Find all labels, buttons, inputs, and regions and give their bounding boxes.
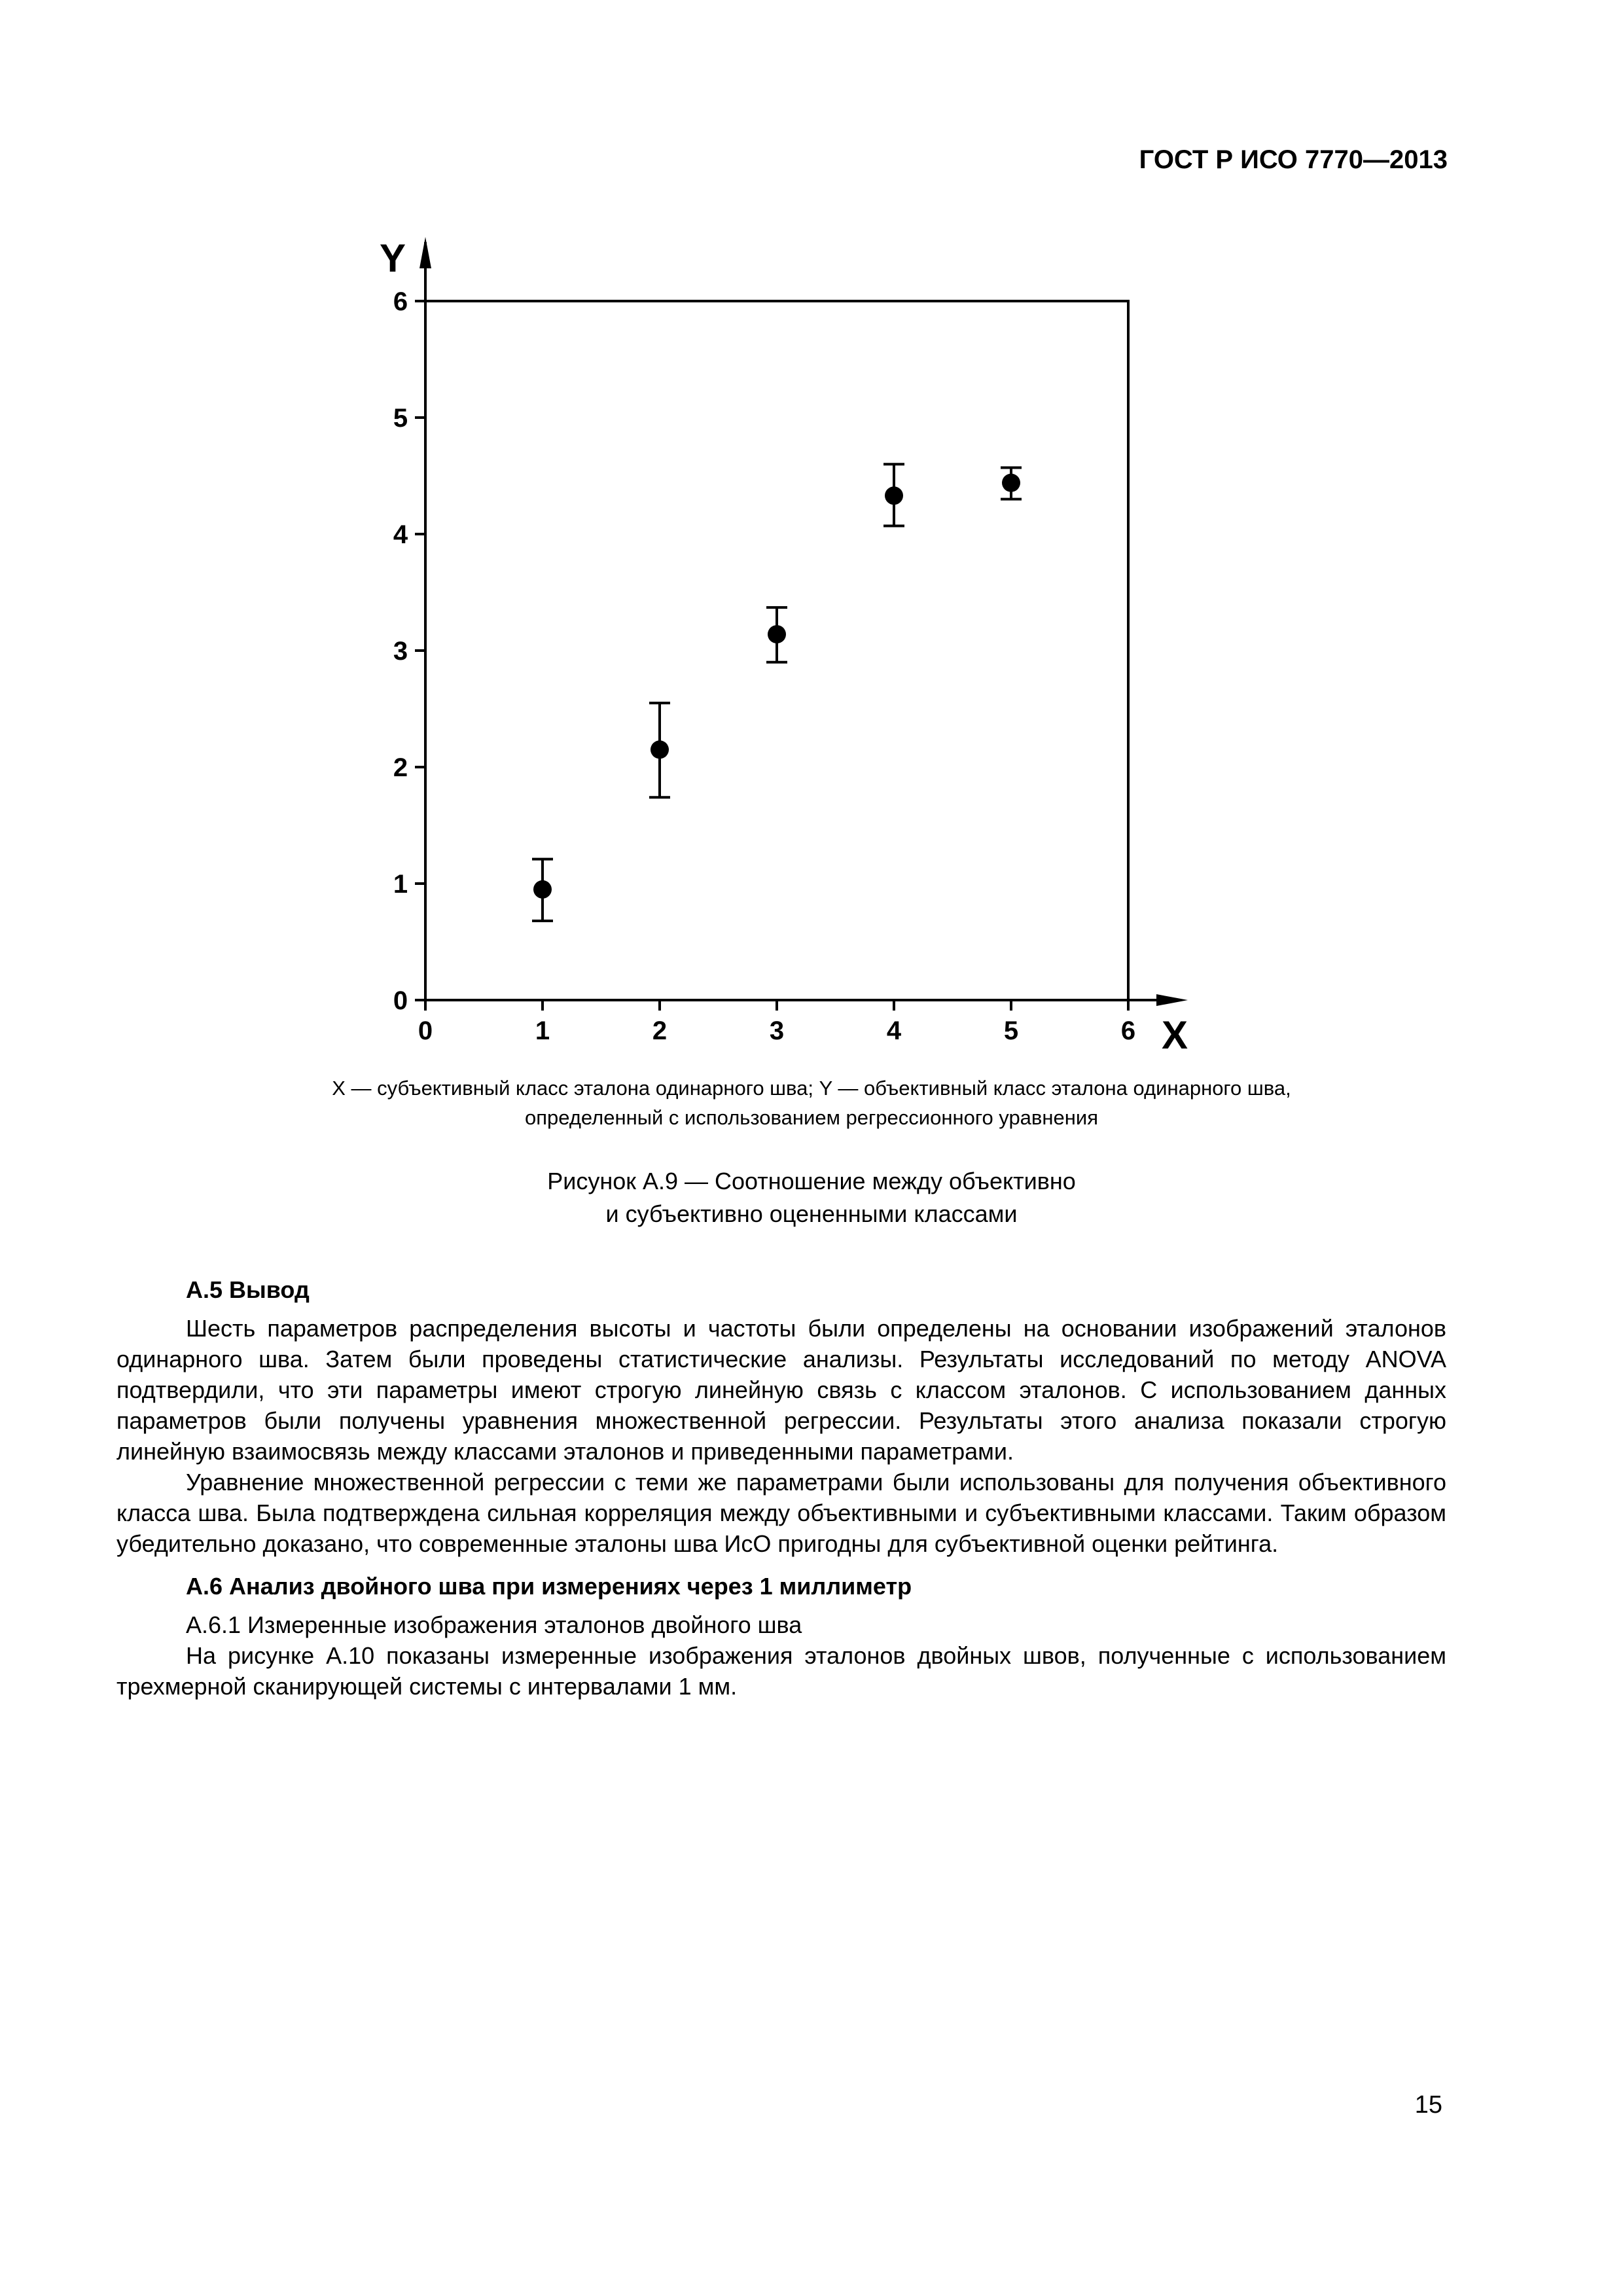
data-point <box>651 740 669 759</box>
y-tick-label: 5 <box>393 404 408 433</box>
y-tick-label: 1 <box>393 870 408 899</box>
figure-legend <box>196 1073 1427 1132</box>
figure-caption <box>196 1165 1427 1230</box>
section-a6-heading: А.6 Анализ двойного шва при измерениях через 1 миллиметр <box>186 1573 912 1600</box>
document-code: ГОСТ Р ИСО 7770—2013 <box>1139 145 1448 174</box>
data-point <box>885 486 903 505</box>
section-a5-paragraph-1: Шесть параметров распределения высоты и частоты были определены на основании изображений эталонов одинарного шва. Затем были проведены статистические анализы. Результаты исследований по методу ANOVA подтвердили, что эти параметры имеют строгую линейную связь с классом эталонов. С использованием данных параметров были получены уравнения множественной регрессии. Результаты этого анализа показали строгую линейную взаимосвязь между классами эталонов и приведенными параметрами. <box>116 1315 1446 1465</box>
x-tick-label: 2 <box>652 1016 668 1045</box>
legend-line-2: определенный с использованием регрессионного уравнения <box>525 1106 1098 1129</box>
y-tick-label: 6 <box>393 287 408 316</box>
page-number: 15 <box>1414 2091 1442 2119</box>
caption-line-2: и субъективно оцененными классами <box>605 1200 1018 1227</box>
scatter-chart <box>0 0 1623 1060</box>
x-tick-label: 0 <box>418 1016 433 1045</box>
caption-line-1: Рисунок А.9 — Соотношение между объективно <box>547 1168 1076 1194</box>
data-point <box>768 625 786 643</box>
data-point <box>533 880 552 899</box>
section-a6-paragraph-1: На рисунке А.10 показаны измеренные изображения эталонов двойных швов, полученные с использованием трехмерной сканирующей системы с интервалами 1 мм. <box>116 1642 1446 1700</box>
x-axis-arrow-icon <box>1156 994 1188 1006</box>
y-tick-label: 4 <box>393 520 408 549</box>
section-a6-subheading: А.6.1 Измеренные изображения эталонов двойного шва <box>186 1611 802 1638</box>
y-tick-label: 0 <box>393 986 408 1015</box>
y-tick-label: 2 <box>393 753 408 782</box>
y-tick-label: 3 <box>393 637 408 666</box>
section-a5-heading: А.5 Вывод <box>186 1276 310 1303</box>
y-axis-arrow-icon <box>419 237 431 268</box>
section-a6 <box>116 1571 1446 1702</box>
x-tick-label: 6 <box>1120 1016 1136 1045</box>
legend-line-1: X — субъективный класс эталона одинарного шва; Y — объективный класс эталона одинарного шва, <box>332 1077 1291 1100</box>
x-tick-label: 4 <box>886 1016 902 1045</box>
data-point <box>1002 474 1020 492</box>
x-tick-label: 1 <box>535 1016 550 1045</box>
x-tick-label: 5 <box>1003 1016 1019 1045</box>
x-axis-name: X <box>1161 1013 1188 1057</box>
section-a5 <box>116 1274 1446 1559</box>
y-axis-name: Y <box>379 236 406 280</box>
section-a5-paragraph-2: Уравнение множественной регрессии с теми же параметрами были использованы для получения объективного класса шва. Была подтверждена сильная корреляция между объективными и субъективными классами. Таким образом убедительно доказано, что современные эталоны шва ИсО пригодны для субъективной оценки рейтинга. <box>116 1469 1446 1557</box>
x-tick-label: 3 <box>769 1016 785 1045</box>
